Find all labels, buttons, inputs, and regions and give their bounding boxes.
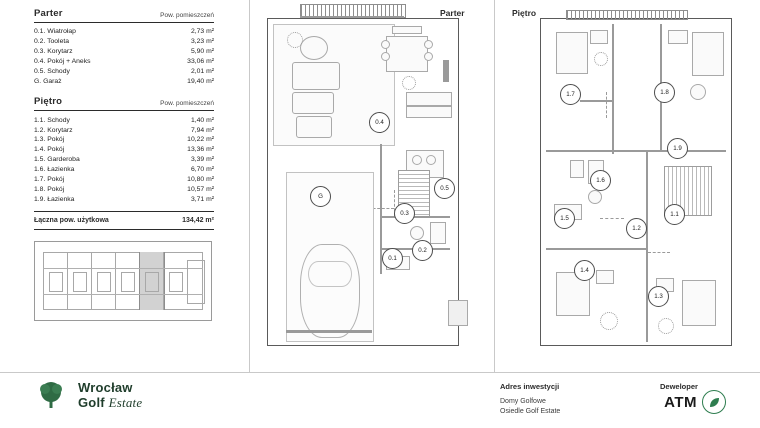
door-swing — [600, 218, 624, 219]
interior-wall — [580, 100, 614, 102]
room-tag-0-2: 0.2 — [412, 240, 433, 261]
armchair-furniture — [296, 116, 332, 138]
room-tag-1-6: 1.6 — [590, 170, 611, 191]
brand-estate: Estate — [108, 394, 143, 410]
room-tag-0-1: 0.1 — [382, 248, 403, 269]
key-plan-room — [145, 272, 159, 292]
room-area: 3,23 m² — [190, 38, 214, 46]
room-area: 2,01 m² — [190, 67, 214, 75]
roof-hatch — [566, 10, 688, 20]
panel-divider — [249, 0, 250, 372]
chair-furniture — [381, 52, 390, 61]
bed-furniture — [682, 280, 716, 326]
room-name: 1.4. Pokój — [34, 146, 65, 154]
kitchen-counter — [406, 106, 452, 118]
door-swing — [648, 252, 670, 253]
key-plan-room — [97, 272, 111, 292]
investment-line-2: Osiedle Golf Estate — [500, 408, 561, 416]
table-row — [34, 27, 214, 37]
chair-furniture — [424, 52, 433, 61]
room-area: 10,80 m² — [187, 175, 214, 183]
interior-wall — [546, 150, 726, 152]
room-name: 1.8. Pokój — [34, 185, 65, 193]
table-row — [34, 47, 214, 57]
brand-text — [78, 380, 142, 411]
spacer — [34, 86, 214, 96]
plant-icon — [402, 76, 416, 90]
room-name: 1.2. Korytarz — [34, 126, 73, 134]
coffee-table-furniture — [300, 36, 328, 60]
room-tag-1-9: 1.9 — [667, 138, 688, 159]
section-title-first: Piętro — [34, 96, 63, 108]
table-row — [34, 175, 214, 185]
interior-wall — [612, 24, 614, 154]
investment-heading: Adres inwestycji — [500, 382, 560, 391]
plan-title-first: Piętro — [512, 8, 537, 18]
total-label: Łączna pow. użytkowa — [34, 217, 109, 225]
room-name: 1.6. Łazienka — [34, 166, 75, 174]
key-plan-room — [49, 272, 63, 292]
room-name: G. Garaż — [34, 77, 62, 85]
garage-door — [286, 330, 372, 333]
sideboard-furniture — [392, 26, 422, 34]
key-plan-room — [169, 272, 183, 292]
plant-icon — [658, 318, 674, 334]
room-area: 13,36 m² — [187, 146, 214, 154]
room-schedule-panel — [0, 0, 232, 372]
total-area-row — [34, 211, 214, 230]
plant-icon — [287, 32, 303, 48]
room-table-ground — [34, 27, 214, 86]
developer-name: ATM — [664, 393, 697, 411]
key-plan-diagram — [34, 241, 212, 321]
room-area: 1,40 m² — [190, 116, 214, 124]
terrace-edge — [300, 16, 404, 18]
plant-icon — [594, 52, 608, 66]
room-area: 3,71 m² — [190, 195, 214, 203]
leaf-icon — [702, 390, 726, 414]
table-row — [34, 155, 214, 165]
room-tag-1-2: 1.2 — [626, 218, 647, 239]
wc-fixture — [570, 160, 584, 178]
hob-icon — [426, 155, 436, 165]
door-swing — [606, 92, 607, 118]
interior-wall — [546, 248, 646, 250]
room-name: 1.5. Garderoba — [34, 156, 80, 164]
room-area: 5,90 m² — [190, 48, 214, 56]
chair-furniture — [424, 40, 433, 49]
room-tag-1-1: 1.1 — [664, 204, 685, 225]
section-unit-first: Pow. pomieszczeń — [160, 100, 214, 108]
room-tag-1-7: 1.7 — [560, 84, 581, 105]
car-icon — [300, 244, 360, 338]
room-area: 2,73 m² — [190, 28, 214, 36]
room-name: 0.1. Wiatrołap — [34, 28, 76, 36]
table-row — [34, 57, 214, 67]
sofa-furniture — [292, 92, 334, 114]
key-plan-room — [187, 260, 205, 304]
room-area: 19,40 m² — [187, 77, 214, 85]
section-header-ground — [34, 8, 214, 23]
tree-icon — [34, 378, 68, 412]
key-plan-room — [73, 272, 87, 292]
section-unit-ground: Pow. pomieszczeń — [160, 12, 214, 19]
section-title-ground: Parter — [34, 8, 63, 19]
investment-address-block — [500, 382, 560, 417]
table-row — [34, 37, 214, 47]
room-tag-1-3: 1.3 — [648, 286, 669, 307]
bed-furniture — [692, 32, 724, 76]
table-row — [34, 67, 214, 77]
room-tag-0-3: 0.3 — [394, 203, 415, 224]
chair-furniture — [690, 84, 706, 100]
washbasin-fixture — [588, 190, 602, 204]
room-tag-1-4: 1.4 — [574, 260, 595, 281]
room-tag-garage: G — [310, 186, 331, 207]
table-row — [34, 115, 214, 125]
brand-line-2 — [78, 395, 142, 411]
room-tag-1-8: 1.8 — [654, 82, 675, 103]
brand-golf: Golf — [78, 394, 109, 410]
room-name: 1.1. Schody — [34, 116, 70, 124]
key-plan-line — [43, 268, 203, 269]
interior-wall — [646, 152, 648, 342]
room-name: 0.3. Korytarz — [34, 48, 73, 56]
table-row — [34, 145, 214, 155]
developer-logo — [664, 390, 726, 414]
desk-furniture — [668, 30, 688, 44]
section-header-first — [34, 96, 214, 111]
plant-icon — [600, 312, 618, 330]
washbasin-fixture — [410, 226, 424, 240]
table-row — [34, 76, 214, 86]
room-area: 10,57 m² — [187, 185, 214, 193]
key-plan-room — [121, 272, 135, 292]
kitchen-counter — [406, 92, 452, 106]
room-tag-0-4: 0.4 — [369, 112, 390, 133]
room-area: 3,39 m² — [190, 156, 214, 164]
interior-wall — [380, 216, 450, 218]
brand-logo — [34, 378, 142, 412]
room-area: 6,70 m² — [190, 166, 214, 174]
room-area: 33,06 m² — [187, 58, 214, 66]
table-row — [34, 125, 214, 135]
room-name: 1.7. Pokój — [34, 175, 65, 183]
room-table-first — [34, 115, 214, 204]
sink-icon — [412, 155, 422, 165]
table-row — [34, 194, 214, 204]
table-row — [34, 165, 214, 175]
key-plan-line — [43, 294, 203, 295]
room-area: 10,22 m² — [187, 136, 214, 144]
developer-heading: Deweloper — [660, 382, 698, 391]
room-name: 0.2. Tooleta — [34, 38, 70, 46]
panel-divider — [494, 0, 495, 372]
room-name: 1.3. Pokój — [34, 136, 65, 144]
entrance-porch — [448, 300, 468, 326]
wardrobe-furniture — [590, 30, 608, 44]
dining-table-furniture — [386, 36, 428, 72]
table-row — [34, 184, 214, 194]
room-name: 0.5. Schody — [34, 67, 70, 75]
nightstand-furniture — [596, 270, 614, 284]
room-area: 7,94 m² — [190, 126, 214, 134]
chair-furniture — [381, 40, 390, 49]
total-value: 134,42 m² — [182, 217, 214, 225]
window-opening — [443, 60, 449, 82]
room-name: 0.4. Pokój + Aneks — [34, 58, 91, 66]
room-tag-0-5: 0.5 — [434, 178, 455, 199]
room-name: 1.9. Łazienka — [34, 195, 75, 203]
room-tag-1-5: 1.5 — [554, 208, 575, 229]
bed-furniture — [556, 32, 588, 74]
investment-line-1: Domy Golfowe — [500, 398, 546, 405]
plan-title-ground: Parter — [440, 8, 465, 18]
sofa-furniture — [292, 62, 340, 90]
wc-fixture — [430, 222, 446, 244]
brand-line-1: Wrocław — [78, 379, 133, 395]
table-row — [34, 135, 214, 145]
sheet-footer — [0, 372, 760, 428]
